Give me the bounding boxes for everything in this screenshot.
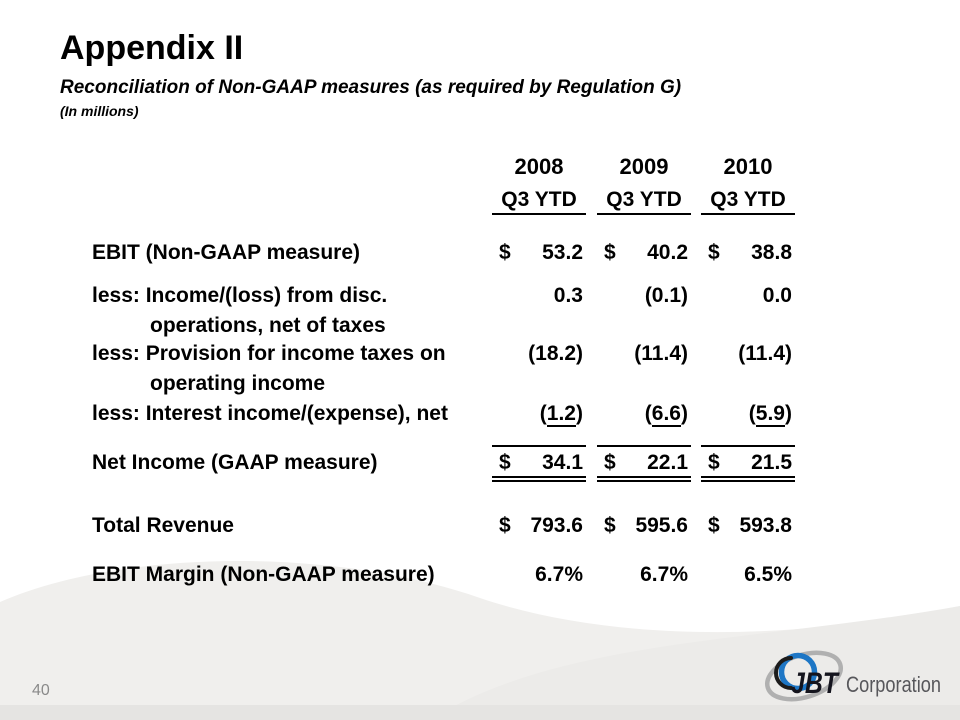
cell-value: (5.9) (748, 402, 792, 425)
cell-value: (0.1) (644, 284, 688, 307)
row-label: less: Provision for income taxes on (92, 342, 446, 365)
cell-value: 34.1 (542, 451, 583, 474)
value-cell (597, 240, 691, 266)
cell-value: (6.6) (644, 402, 688, 425)
cell-value: 22.1 (647, 451, 688, 474)
dollar-sign: $ (708, 451, 720, 474)
row-label: less: Interest income/(expense), net (92, 402, 448, 425)
value-cell (597, 283, 691, 309)
value-cell (492, 445, 586, 482)
dollar-sign: $ (499, 451, 511, 474)
dollar-sign: $ (708, 514, 720, 537)
row-label-line2: operations, net of taxes (150, 314, 386, 337)
cell-value: (18.2) (528, 342, 583, 365)
underlined-number: 5.9 (755, 402, 785, 425)
value-cell (597, 513, 691, 539)
dollar-sign: $ (499, 514, 511, 537)
dollar-sign: $ (604, 514, 616, 537)
value-cell (701, 240, 795, 266)
logo-company: Corporation (846, 672, 941, 697)
cell-value: (1.2) (539, 402, 583, 425)
value-cell (597, 562, 691, 588)
cell-value: (11.4) (634, 342, 688, 365)
value-cell (492, 401, 586, 427)
dollar-sign: $ (604, 241, 616, 264)
cell-value: 21.5 (751, 451, 792, 474)
row-label: EBIT Margin (Non-GAAP measure) (92, 563, 435, 586)
value-cell (701, 513, 795, 539)
cell-value: 0.3 (553, 284, 583, 307)
value-cell (597, 445, 691, 482)
cell-value: 6.7% (640, 563, 688, 586)
row-label: EBIT (Non-GAAP measure) (92, 241, 360, 264)
period-header: Q3 YTD (597, 188, 691, 215)
period-header: Q3 YTD (701, 188, 795, 215)
cell-value: 595.6 (635, 514, 688, 537)
value-cell (701, 283, 795, 309)
row-label-line2: operating income (150, 372, 326, 395)
value-cell (701, 401, 795, 427)
year-header: 2009 (619, 154, 669, 179)
value-cell (492, 341, 586, 367)
cell-value: 40.2 (647, 241, 688, 264)
underlined-number: 1.2 (546, 402, 576, 425)
row-label: Total Revenue (92, 514, 234, 537)
dollar-sign: $ (604, 451, 616, 474)
value-cell (701, 445, 795, 482)
row-label: less: Income/(loss) from disc. (92, 284, 388, 307)
cell-value: (11.4) (738, 342, 792, 365)
cell-value: 38.8 (751, 241, 792, 264)
value-cell (701, 341, 795, 367)
cell-value: 6.7% (535, 563, 583, 586)
dollar-sign: $ (499, 241, 511, 264)
cell-value: 0.0 (762, 284, 792, 307)
dollar-sign: $ (708, 241, 720, 264)
page-number: 40 (32, 682, 50, 699)
value-cell (597, 341, 691, 367)
value-cell (597, 401, 691, 427)
jbt-logo-graphic (744, 645, 956, 717)
year-header: 2008 (514, 154, 564, 179)
jbt-logo (744, 645, 956, 720)
cell-value: 6.5% (744, 563, 792, 586)
year-header: 2010 (723, 154, 773, 179)
period-header: Q3 YTD (492, 188, 586, 215)
page-title: Appendix II (60, 29, 244, 67)
value-cell (492, 562, 586, 588)
cell-value: 53.2 (542, 241, 583, 264)
cell-value: 593.8 (739, 514, 792, 537)
logo-monogram: JBT (791, 667, 841, 700)
underlined-number: 6.6 (651, 402, 681, 425)
value-cell (701, 562, 795, 588)
page-subtitle: Reconciliation of Non-GAAP measures (as required by Regulation G) (60, 76, 682, 98)
value-cell (492, 513, 586, 539)
unit-note: (In millions) (60, 102, 139, 119)
cell-value: 793.6 (530, 514, 583, 537)
row-label: Net Income (GAAP measure) (92, 451, 378, 474)
value-cell (492, 240, 586, 266)
value-cell (492, 283, 586, 309)
